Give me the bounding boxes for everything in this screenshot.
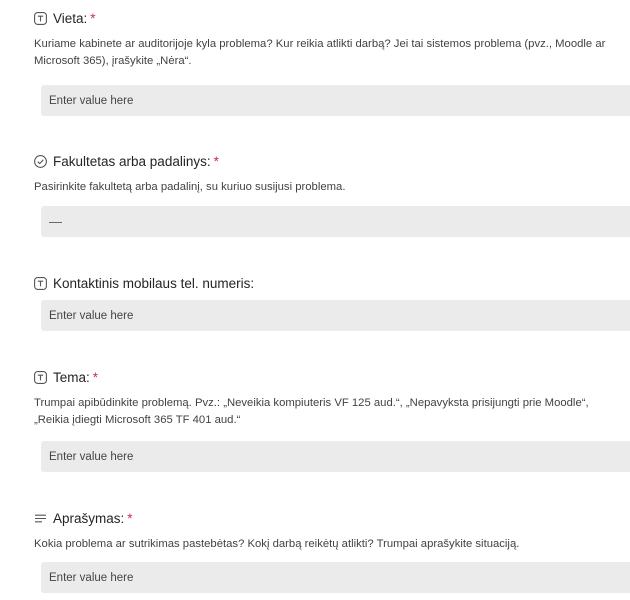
fakultetas-dropdown[interactable]: — — [41, 206, 630, 237]
choice-check-icon — [34, 155, 47, 168]
multiline-text-icon — [34, 512, 47, 525]
field-label: Fakultetas arba padalinys: — [53, 153, 211, 169]
field-kontaktinis — [34, 273, 630, 293]
required-marker: * — [127, 510, 133, 526]
text-field-icon — [34, 12, 47, 25]
field-description: Pasirinkite fakultetą arba padalinį, su kuriuo susijusi problema. — [34, 181, 346, 193]
required-marker: * — [90, 10, 96, 26]
field-description: Trumpai apibūdinkite problemą. Pvz.: „Neveikia kompiuteris VF 125 aud.“, „Nepavyksta prisijungti prie Moodle“, „Reikia įdiegti Microsoft 365 TF 401 aud.“ — [34, 397, 589, 426]
field-label: Vieta: — [53, 10, 88, 26]
required-marker: * — [92, 369, 99, 385]
field-aprasymas — [34, 508, 630, 553]
field-fakultetas — [34, 151, 630, 196]
field-label-row — [34, 8, 630, 28]
field-vieta — [34, 8, 630, 69]
field-label-row — [34, 273, 630, 293]
text-field-icon — [34, 371, 47, 384]
field-label: Tema: — [53, 369, 90, 385]
tema-input[interactable]: Enter value here — [41, 441, 630, 472]
vieta-input[interactable]: Enter value here — [41, 85, 630, 116]
field-tema — [34, 367, 630, 428]
required-marker: * — [213, 153, 219, 169]
field-label-row — [34, 367, 630, 387]
field-label: Aprašymas: — [53, 510, 125, 526]
field-label: Kontaktinis mobilaus tel. numeris: — [53, 275, 255, 291]
field-description: Kuriame kabinete ar auditorijoje kyla problema? Kur reikia atlikti darbą? Jei tai sistemos problema (pvz., Moodle ar Microsoft 365), įrašykite „Nėra“. — [34, 38, 606, 67]
kontaktinis-input[interactable]: Enter value here — [41, 300, 630, 331]
field-label-row — [34, 508, 630, 528]
aprasymas-input[interactable]: Enter value here — [41, 562, 630, 593]
field-description: Kokia problema ar sutrikimas pastebėtas? Kokį darbą reikėtų atlikti? Trumpai aprašykite situaciją. — [34, 538, 520, 550]
field-label-row — [34, 151, 630, 171]
text-field-icon — [34, 277, 47, 290]
